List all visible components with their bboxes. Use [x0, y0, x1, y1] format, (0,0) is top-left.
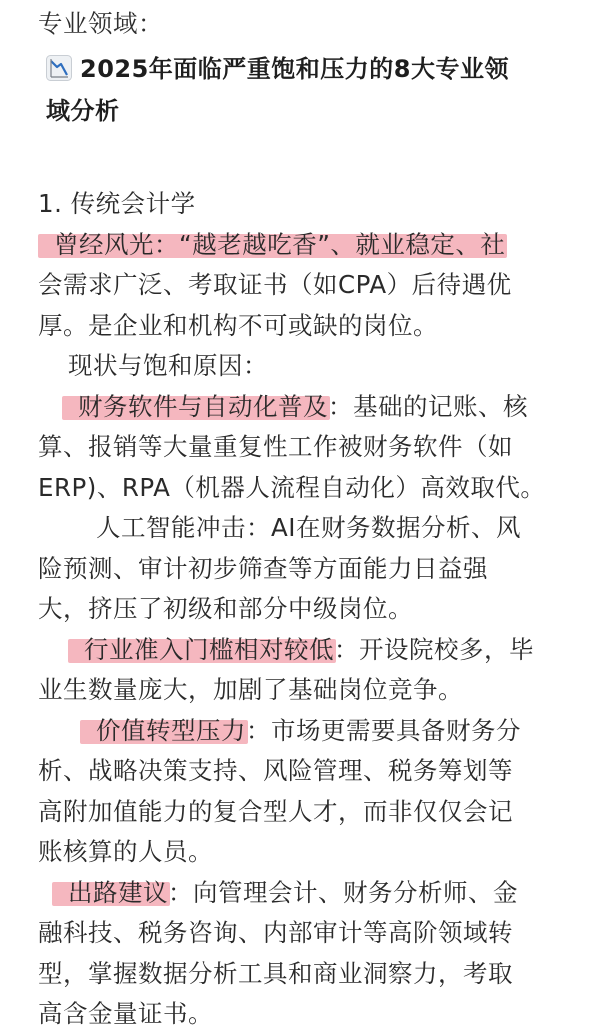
para4-line-2: 业生数量庞大，加剧了基础岗位竞争。 [38, 675, 463, 704]
title-line-1 [46, 48, 572, 90]
paragraph-past-glory [38, 225, 572, 347]
para6-line-2: 融科技、税务咨询、内部审计等高阶领域转 [38, 918, 513, 947]
para3-line-2: 险预测、审计初步筛查等方面能力日益强 [38, 553, 488, 583]
para5-rest: ：市场更需要具备财务分 [246, 715, 521, 745]
highlight-text: 曾经风光： [54, 229, 179, 259]
para3-line-1: 人工智能冲击：AI在财务数据分析、风 [96, 513, 521, 542]
paragraph-low-barrier [38, 630, 572, 711]
para2-line-1 [38, 387, 572, 428]
para1-rest: “越老越吃香”、就业稳定、社 [179, 229, 506, 259]
paragraph-ai-impact [38, 508, 572, 630]
highlight-past-glory [54, 225, 505, 266]
paragraph-automation [38, 387, 572, 509]
para4-line-1 [38, 630, 572, 671]
para6-line-3: 型，掌握数据分析工具和商业洞察力，考取 [38, 958, 513, 988]
para3-line-3: 大，挤压了初级和部分中级岗位。 [38, 594, 413, 623]
highlight-low-barrier: 行业准入门槛相对较低 [84, 630, 334, 671]
para5-line-2: 析、战略决策支持、风险管理、税务筹划等 [38, 756, 513, 785]
page-title [46, 48, 572, 132]
para5-line-4: 账核算的人员。 [38, 837, 213, 866]
para1-line-3: 厚。是企业和机构不可或缺的岗位。 [38, 310, 438, 340]
highlight-value-transition: 价值转型压力 [96, 711, 246, 752]
para6-line-1 [38, 873, 572, 914]
para2-line-3: ERP)、RPA（机器人流程自动化）高效取代。 [38, 472, 546, 502]
para2-rest: ：基础的记账、核 [328, 391, 528, 421]
highlight-automation: 财务软件与自动化普及 [78, 387, 328, 428]
subheading-status: 现状与饱和原因： [68, 351, 268, 380]
para5-line-1 [38, 711, 572, 752]
para1-line-2: 会需求广泛、考取证书（如CPA）后待遇优 [38, 270, 512, 299]
title-line-2: 域分析 [46, 97, 120, 125]
para6-rest: ：向管理会计、财务分析师、金 [168, 877, 518, 907]
para1-line-1 [38, 225, 572, 266]
para2-line-2: 算、报销等大量重复性工作被财务软件（如 [38, 432, 513, 461]
title-text-1: 2025年面临严重饱和压力的8大专业领 [80, 55, 509, 83]
field-label: 专业领域： [38, 9, 163, 38]
para6-line-4: 高含金量证书。 [38, 999, 213, 1028]
chart-decreasing-icon [46, 55, 72, 81]
para5-line-3: 高附加值能力的复合型人才，而非仅仅会记 [38, 796, 513, 826]
highlight-suggestions: 出路建议 [68, 873, 168, 914]
para4-rest: ：开设院校多，毕 [334, 634, 534, 664]
paragraph-suggestions [38, 873, 572, 1035]
section-heading: 1. 传统会计学 [38, 189, 196, 218]
spacer [38, 132, 572, 174]
paragraph-value-transition [38, 711, 572, 873]
